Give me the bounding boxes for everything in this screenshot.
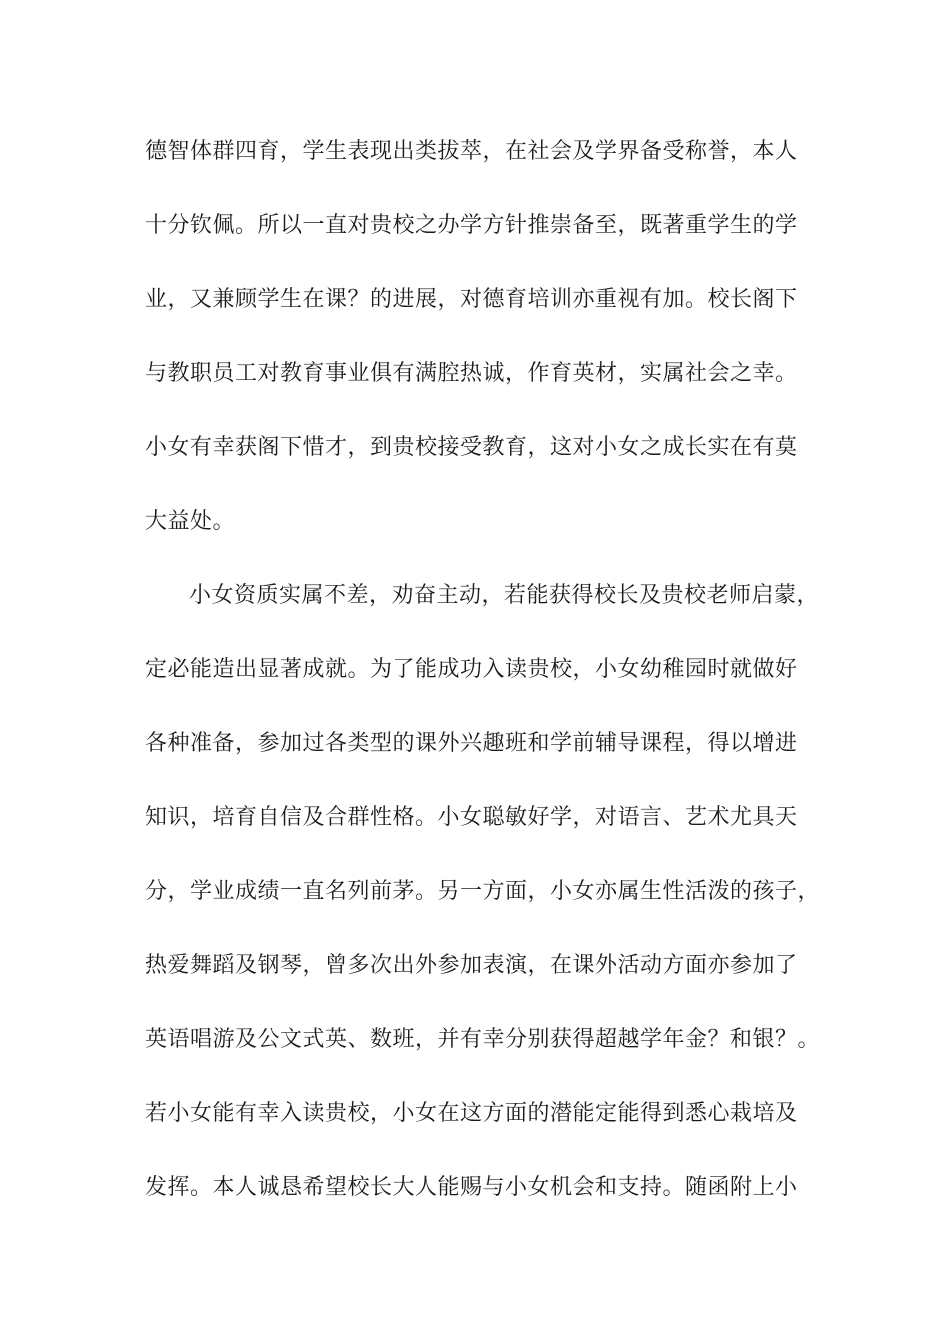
paragraph-2-line-8: 若小女能有幸入读贵校，小女在这方面的潜能定能得到悉心栽培及	[145, 1101, 798, 1126]
paragraph-1-line-5: 小女有幸获阁下惜才，到贵校接受教育，这对小女之成长实在有莫	[145, 435, 798, 460]
paragraph-1-line-1: 德智体群四育，学生表现出类拔萃，在社会及学界备受称誉，本人	[145, 139, 798, 164]
paragraph-1-line-3: 业，又兼顾学生在课？的进展，对德育培训亦重视有加。校长阁下	[145, 287, 798, 312]
paragraph-1-line-4: 与教职员工对教育事业俱有满腔热诚，作育英材，实属社会之幸。	[145, 361, 798, 386]
paragraph-1-line-2: 十分钦佩。所以一直对贵校之办学方针推崇备至，既著重学生的学	[145, 213, 798, 238]
paragraph-2-line-3: 各种准备，参加过各类型的课外兴趣班和学前辅导课程，得以增进	[145, 731, 798, 756]
paragraph-2-line-4: 知识，培育自信及合群性格。小女聪敏好学，对语言、艺术尤具天	[145, 805, 798, 830]
paragraph-2-line-5: 分，学业成绩一直名列前茅。另一方面，小女亦属生性活泼的孩子，	[145, 879, 821, 904]
paragraph-2-line-7: 英语唱游及公文式英、数班，并有幸分别获得超越学年金？和银？。	[145, 1027, 821, 1052]
paragraph-2-line-2: 定必能造出显著成就。为了能成功入读贵校，小女幼稚园时就做好	[145, 657, 798, 682]
paragraph-2-line-6: 热爱舞蹈及钢琴，曾多次出外参加表演，在课外活动方面亦参加了	[145, 953, 798, 978]
paragraph-2-line-9: 发挥。本人诚恳希望校长大人能赐与小女机会和支持。随函附上小	[145, 1175, 798, 1200]
paragraph-1-line-6: 大益处。	[145, 509, 236, 534]
letter-body	[145, 133, 821, 1243]
paragraph-2-line-1: 小女资质实属不差，劝奋主动，若能获得校长及贵校老师启蒙，	[189, 583, 820, 608]
